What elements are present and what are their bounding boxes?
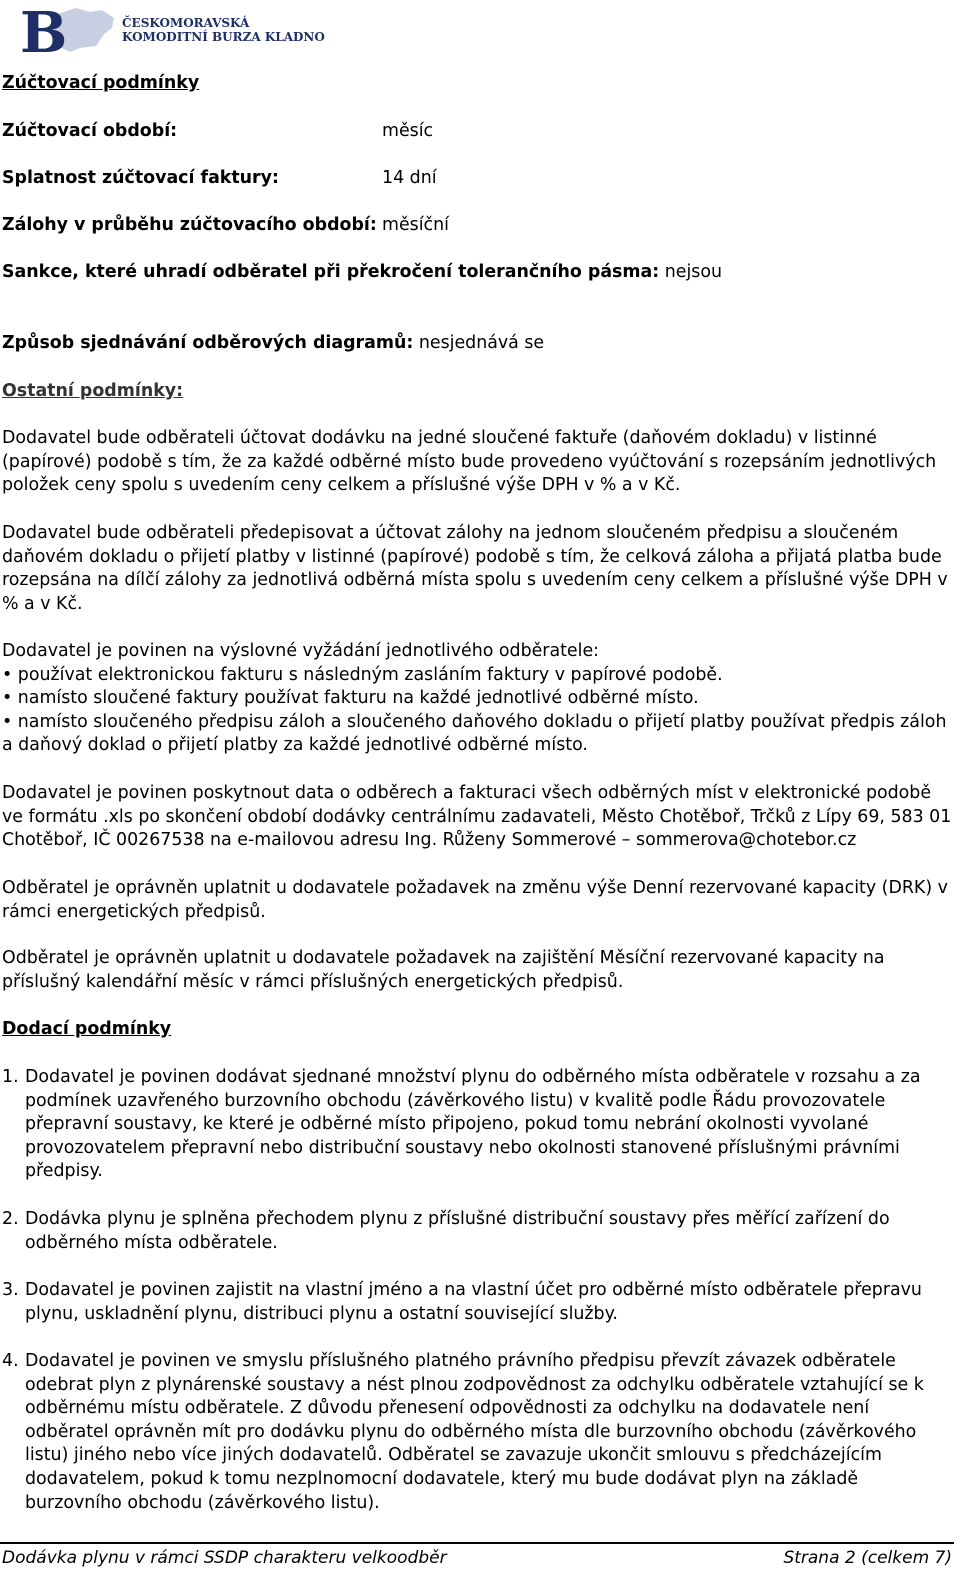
on-request-block xyxy=(2,640,952,758)
item-number: 4. xyxy=(2,1351,19,1371)
diagrams-label: Způsob sjednávání odběrových diagramů: xyxy=(2,333,414,353)
item-text: Dodavatel je povinen zajistit na vlastní jméno a na vlastní účet pro odběrné místo odběratele přepravu plynu, uskladnění plynu, distribuci plynu a ostatní související služby. xyxy=(25,1280,922,1324)
item-text: Dodavatel je povinen dodávat sjednané množství plynu do odběrného místa odběratele v rozsahu a za podmínek uzavřeného burzovního obchodu (závěrkového listu) v kvalitě podle Řádu provozovatele přepravní soustavy, ke které je odběrné místo připojeno, pokud tomu nebrání okolnosti vyvolané provozovatelem přepravní nebo distribuční soustavy nebo okolnosti stanovené příslušnými právními předpisy. xyxy=(25,1067,921,1182)
item-number: 3. xyxy=(2,1280,19,1300)
advances-value: měsíční xyxy=(382,215,449,235)
data-provision-paragraph: Dodavatel je povinen poskytnout data o odběrech a fakturaci všech odběrných míst v elektronické podobě ve formátu .xls po skončení období dodávky centrálnímu zadavateli, Město Chotěboř, Trčků z Lípy 69, 583 01 Chotěboř, IČ 00267538 na e-mailovou adresu Ing. Růženy Sommerové – sommerova@chotebor.cz xyxy=(2,783,952,851)
monthly-capacity-paragraph: Odběratel je oprávněn uplatnit u dodavatele požadavek na zajištění Měsíční rezervované kapacity na příslušný kalendářní měsíc v rámci příslušných energetických předpisů. xyxy=(2,948,885,992)
sanctions-value: nejsou xyxy=(659,262,723,282)
on-request-intro: Dodavatel je povinen na výslovné vyžádání jednotlivého odběratele: xyxy=(2,641,600,661)
list-item: • namísto sloučeného předpisu záloh a sloučeného daňového dokladu o přijetí platby používat předpis záloh a daňový doklad o přijetí platby za každé jednotlivé odběrné místo. xyxy=(2,711,947,756)
page-number: Strana 2 (celkem 7) xyxy=(783,1548,952,1568)
list-item: • používat elektronickou fakturu s následným zasláním faktury v papírové podobě. xyxy=(2,664,723,685)
item-text: Dodávka plynu je splněna přechodem plynu z příslušné distribuční soustavy přes měřící zařízení do odběrného místa odběratele. xyxy=(25,1209,890,1253)
org-line-2: KOMODITNÍ BURZA KLADNO xyxy=(122,30,325,44)
item-number: 2. xyxy=(2,1209,19,1229)
diagrams-value: nesjednává se xyxy=(413,333,545,353)
drk-paragraph: Odběratel je oprávněn uplatnit u dodavatele požadavek na změnu výše Denní rezervované kapacity (DRK) v rámci energetických předpisů. xyxy=(2,878,948,922)
list-item xyxy=(2,1208,952,1255)
delivery-heading: Dodací podmínky xyxy=(2,1019,172,1039)
czech-map-logo-icon xyxy=(18,2,118,58)
org-line-1: ČESKOMORAVSKÁ xyxy=(122,16,250,30)
item-text: Dodavatel je povinen ve smyslu příslušného platného právního předpisu převzít závazek odběratele odebrat plyn z plynárenské soustavy a nést plnou zodpovědnost za odchylku odběratele vztahující se k odběrnému místu odběratele. Z důvodu přenesení odpovědnosti za odchylku na dodavatele není odběratel oprávněn mít pro dodávku plynu do odběrného místa dle burzovního obchodu (závěrkového listu) jiného nebo více jiných dodavatelů. Odběratel se zavazuje ukončit smlouvu s předcházejícím dodavatelem, pokud k tomu nezplnomocní dodavatele, který mu bude dodávat plyn na základě burzovního obchodu (závěrkového listu). xyxy=(25,1351,924,1513)
invoice-due-label: Splatnost zúčtovací faktury: xyxy=(2,168,279,188)
footer-title: Dodávka plynu v rámci SSDP charakteru velkoodběr xyxy=(2,1548,447,1568)
billing-period-value: měsíc xyxy=(382,121,434,141)
list-item xyxy=(2,1279,952,1326)
billing-period-label: Zúčtovací období: xyxy=(2,121,178,141)
exchange-name xyxy=(122,16,325,44)
sanctions-label: Sankce, které uhradí odběratel při překročení tolerančního pásma: xyxy=(2,262,660,282)
advances-paragraph: Dodavatel bude odběrateli předepisovat a účtovat zálohy na jednom sloučeném předpisu a sloučeném daňovém dokladu o přijetí platby v listinné (papírové) podobě s tím, že celková záloha a přijatá platba bude rozepsána na dílčí zálohy za jednotlivá odběrná místa spolu s uvedením ceny celkem a příslušné výše DPH v % a v Kč. xyxy=(2,523,948,614)
list-item: • namísto sloučené faktury používat fakturu na každé jednotlivé odběrné místo. xyxy=(2,688,699,709)
invoice-due-value: 14 dní xyxy=(382,168,437,188)
billing-heading: Zúčtovací podmínky xyxy=(2,73,200,93)
other-terms-heading: Ostatní podmínky: xyxy=(2,381,184,401)
sanctions-line xyxy=(2,261,722,285)
diagrams-line xyxy=(2,332,544,356)
exchange-logo xyxy=(18,2,325,58)
item-number: 1. xyxy=(2,1067,19,1087)
invoicing-paragraph: Dodavatel bude odběrateli účtovat dodávku na jedné sloučené faktuře (daňovém dokladu) v listinné (papírové) podobě s tím, že za každé odběrné místo bude provedeno vyúčtování s rozepsáním jednotlivých položek ceny spolu s uvedením ceny celkem a příslušné výše DPH v % a v Kč. xyxy=(2,428,937,496)
advances-label: Zálohy v průběhu zúčtovacího období: xyxy=(2,215,377,235)
page-footer xyxy=(0,1542,954,1568)
list-item xyxy=(2,1350,952,1515)
list-item xyxy=(2,1066,952,1184)
logo-letter: B xyxy=(20,2,68,58)
